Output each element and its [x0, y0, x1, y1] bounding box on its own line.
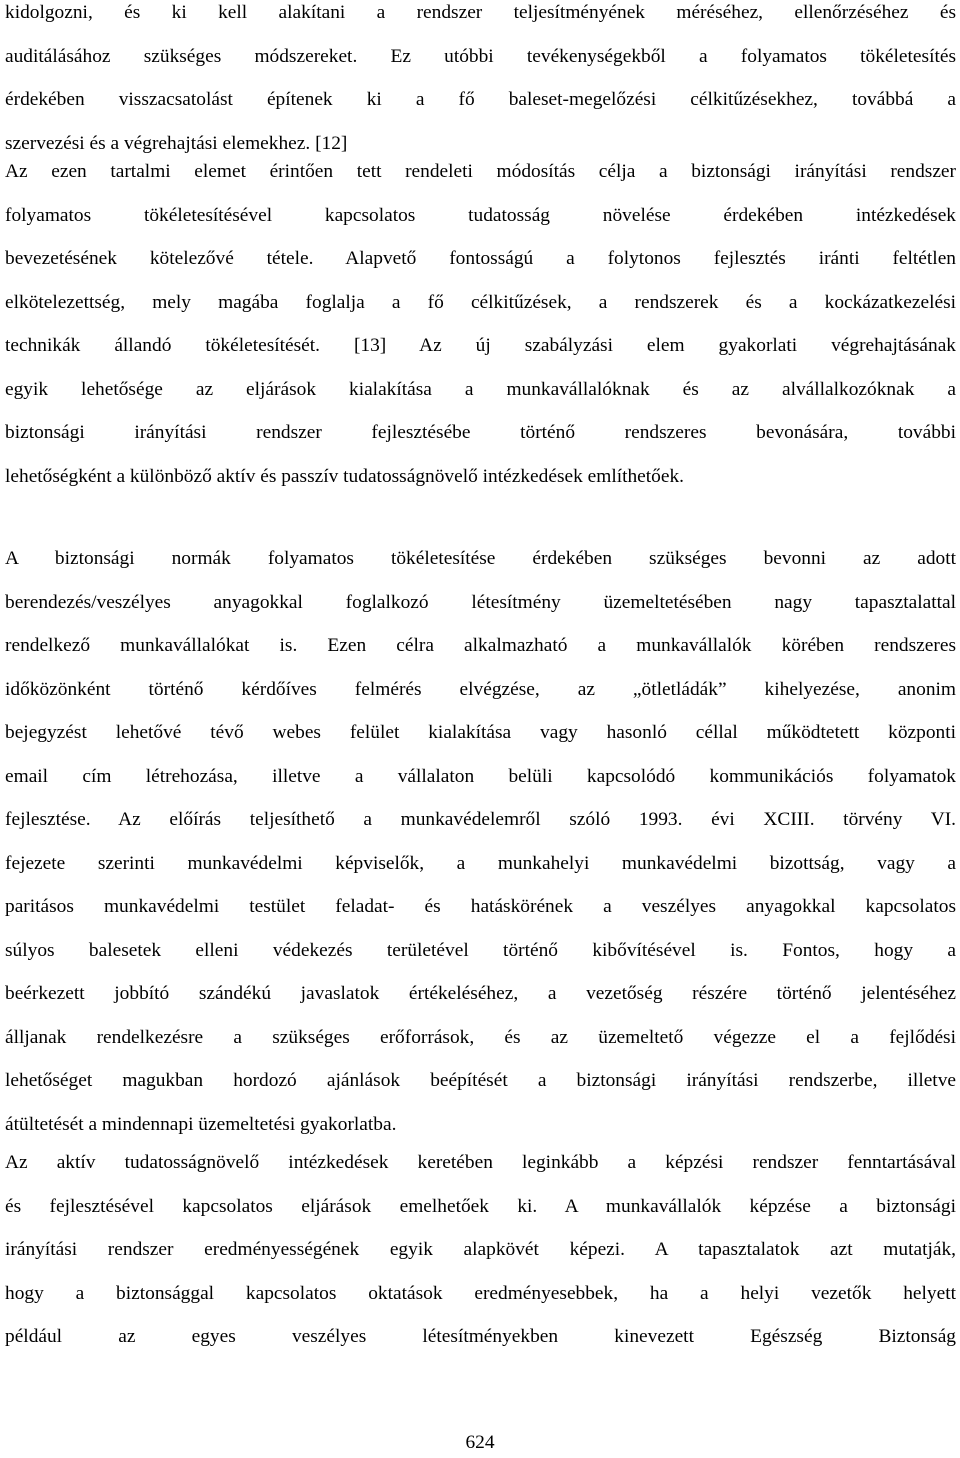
- text-line: irányítási rendszer eredményességének egyik alapkövét képezi. A tapasztalatok azt mutatják,: [5, 1239, 956, 1260]
- text-line: például az egyes veszélyes létesítményekben kinevezett Egészség Biztonság: [5, 1326, 956, 1347]
- text-line: bejegyzést lehetővé tévő webes felület kialakítása vagy hasonló céllal működtetett központi: [5, 722, 956, 743]
- text-line: fejlesztése. Az előírás teljesíthető a munkavédelemről szóló 1993. évi XCIII. törvény VI.: [5, 809, 956, 830]
- text-line: érdekében visszacsatolást építenek ki a fő baleset-megelőzési célkitűzésekhez, továbbá a: [5, 89, 956, 110]
- text-line: súlyos balesetek elleni védekezés területével történő kibővítésével is. Fontos, hogy a: [5, 939, 956, 961]
- text-line: kidolgozni, és ki kell alakítani a rendszer teljesítményének méréséhez, ellenőrzéséhez és: [5, 2, 956, 23]
- text-line: és fejlesztésével kapcsolatos eljárások emelhetőek ki. A munkavállalók képzése a biztonsági: [5, 1195, 956, 1217]
- text-line: folyamatos tökéletesítésével kapcsolatos tudatosság növelése érdekében intézkedések: [5, 204, 956, 226]
- text-line: A biztonsági normák folyamatos tökéletesítése érdekében szükséges bevonni az adott: [5, 548, 956, 569]
- text-line: Az ezen tartalmi elemet érintően tett rendeleti módosítás célja a biztonsági irányítási rendszer: [5, 161, 956, 182]
- text-line: berendezés/veszélyes anyagokkal foglalkozó létesítmény üzemeltetésében nagy tapasztalattal: [5, 591, 956, 613]
- text-line: rendelkező munkavállalókat is. Ezen célra alkalmazható a munkavállalók körében rendszeres: [5, 635, 956, 656]
- paragraph-4: [5, 1141, 956, 1359]
- text-line: elkötelezettség, mely magába foglalja a fő célkitűzések, a rendszerek és a kockázatkezelési: [5, 291, 956, 313]
- text-line: álljanak rendelkezésre a szükséges erőforrások, és az üzemeltető végezze el a fejlődési: [5, 1026, 956, 1048]
- text-line: Az aktív tudatosságnövelő intézkedések keretében leginkább a képzési rendszer fenntartásával: [5, 1152, 956, 1173]
- text-line: egyik lehetősége az eljárások kialakítása a munkavállalóknak és az alvállalkozóknak a: [5, 378, 956, 400]
- text-line: auditálásához szükséges módszereket. Ez utóbbi tevékenységekből a folyamatos tökéletesítés: [5, 45, 956, 67]
- text-line: lehetőségként a különböző aktív és passzív tudatosságnövelő intézkedések említhetőek.: [5, 465, 685, 487]
- text-line: email cím létrehozása, illetve a vállalaton belüli kapcsolódó kommunikációs folyamatok: [5, 765, 956, 787]
- text-line: beérkezett jobbító szándékú javaslatok értékeléséhez, a vezetőség részére történő jelentéséhez: [5, 983, 956, 1004]
- page-number: 624: [465, 1432, 495, 1453]
- text-line: paritásos munkavédelmi testület feladat- és hatáskörének a veszélyes anyagokkal kapcsolatos: [5, 896, 956, 917]
- text-line: biztonsági irányítási rendszer fejlesztésébe történő rendszeres bevonására, további: [5, 422, 956, 443]
- paragraph-3: [5, 537, 956, 1146]
- text-line: lehetőséget magukban hordozó ajánlások beépítését a biztonsági irányítási rendszerbe, illetve: [5, 1070, 956, 1091]
- text-line: hogy a biztonsággal kapcsolatos oktatások eredményesebbek, ha a helyi vezetők helyett: [5, 1282, 956, 1304]
- paragraph-1: [5, 0, 956, 165]
- text-line: technikák állandó tökéletesítését. [13] Az új szabályzási elem gyakorlati végrehajtásának: [5, 335, 956, 356]
- text-line: szervezési és a végrehajtási elemekhez. [12]: [5, 132, 348, 154]
- paragraph-2: [5, 150, 956, 498]
- text-line: átültetését a mindennapi üzemeltetési gyakorlatba.: [5, 1113, 397, 1135]
- text-line: időközönként történő kérdőíves felmérés elvégzése, az „ötletládák” kihelyezése, anonim: [5, 678, 956, 700]
- text-line: bevezetésének kötelezővé tétele. Alapvető fontosságú a folytonos fejlesztés iránti feltétlen: [5, 248, 956, 269]
- text-line: fejezete szerinti munkavédelmi képviselők, a munkahelyi munkavédelmi bizottság, vagy a: [5, 852, 956, 874]
